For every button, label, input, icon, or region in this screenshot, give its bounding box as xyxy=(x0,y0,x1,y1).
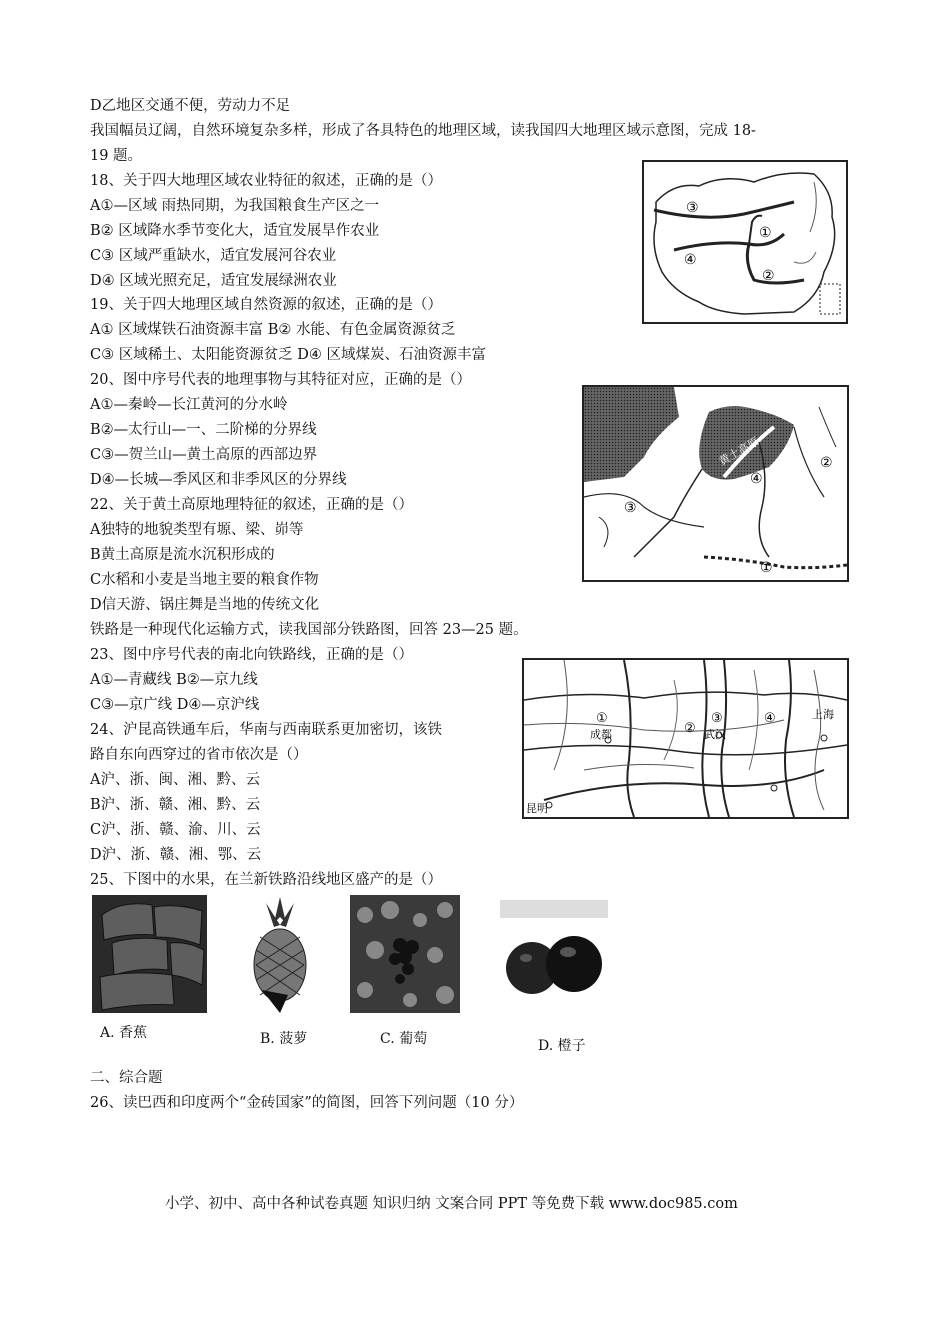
question-20: 20、图中序号代表的地理事物与其特征对应，正确的是（） xyxy=(90,372,471,388)
option-18b: B② 区域降水季节变化大，适宜发展旱作农业 xyxy=(90,223,380,239)
loess-plateau-map xyxy=(582,385,849,582)
railway-label: ④ xyxy=(764,711,776,726)
landmark-label: ④ xyxy=(750,471,763,487)
option-22c: C水稻和小麦是当地主要的粮食作物 xyxy=(90,572,319,588)
rail-intro: 铁路是一种现代化运输方式，读我国部分铁路图，回答 23—25 题。 xyxy=(90,622,528,638)
city-label: 昆明 xyxy=(526,802,548,815)
option-24b: B沪、浙、赣、湘、黔、云 xyxy=(90,797,261,813)
region-label: ② xyxy=(762,268,775,284)
grape-image xyxy=(350,895,460,1013)
page-footer: 小学、初中、高中各种试卷真题 知识归纳 文案合同 PPT 等免费下载 www.doc985.com xyxy=(165,1196,738,1212)
option-20d: D④—长城—季风区和非季风区的分界线 xyxy=(90,472,347,488)
question-26: 26、读巴西和印度两个“金砖国家”的简图，回答下列问题（10 分） xyxy=(90,1095,524,1111)
landmark-label: ① xyxy=(760,560,773,576)
railway-label: ② xyxy=(684,721,696,736)
option-24d: D沪、浙、赣、湘、鄂、云 xyxy=(90,847,262,863)
option-20a: A①—秦岭—长江黄河的分水岭 xyxy=(90,397,288,413)
fruit-label-a: A. 香蕉 xyxy=(100,1025,148,1041)
options-23ab: A①—青藏线 B②—京九线 xyxy=(90,672,258,688)
intro-text: 我国幅员辽阔，自然环境复杂多样，形成了各具特色的地理区域，读我国四大地理区域示意图，完成 18- xyxy=(90,123,756,139)
options-19cd: C③ 区域稀土、太阳能资源贫乏 D④ 区域煤炭、石油资源丰富 xyxy=(90,347,487,363)
landmark-label: ② xyxy=(820,455,833,471)
option-24a: A沪、浙、闽、湘、黔、云 xyxy=(90,772,260,788)
options-19ab: A① 区域煤铁石油资源丰富 B② 水能、有色金属资源贫乏 xyxy=(90,322,456,338)
railway-map xyxy=(522,658,849,819)
pineapple-image xyxy=(240,895,320,1013)
region-label: ① xyxy=(759,225,772,241)
option-20b: B②—太行山—一、二阶梯的分界线 xyxy=(90,422,317,438)
question-23: 23、图中序号代表的南北向铁路线，正确的是（） xyxy=(90,647,413,663)
railway-label: ③ xyxy=(711,711,723,726)
orange-image xyxy=(500,900,608,1012)
banana-image xyxy=(92,895,207,1013)
region-label: ④ xyxy=(684,252,697,268)
fruit-label-b: B. 菠萝 xyxy=(260,1031,308,1047)
question-19: 19、关于四大地理区域自然资源的叙述，正确的是（） xyxy=(90,297,442,313)
region-label: ③ xyxy=(686,200,699,216)
option-20c: C③—贺兰山—黄土高原的西部边界 xyxy=(90,447,318,463)
options-23cd: C③—京广线 D④—京沪线 xyxy=(90,697,260,713)
option-22d: D信天游、锅庄舞是当地的传统文化 xyxy=(90,597,320,613)
intro-text-cont: 19 题。 xyxy=(90,148,143,164)
option-18d: D④ 区域光照充足，适宜发展绿洲农业 xyxy=(90,273,337,289)
option-24c: C沪、浙、赣、渝、川、云 xyxy=(90,822,261,838)
option-18a: A①—区域 雨热同期，为我国粮食生产区之一 xyxy=(90,198,380,214)
option-18c: C③ 区域严重缺水，适宜发展河谷农业 xyxy=(90,248,337,264)
option-22a: A独特的地貌类型有塬、梁、峁等 xyxy=(90,522,304,538)
question-18: 18、关于四大地理区域农业特征的叙述，正确的是（） xyxy=(90,173,442,189)
section-2-title: 二、综合题 xyxy=(90,1070,163,1086)
city-label: 成都 xyxy=(590,728,612,741)
fruit-label-c: C. 葡萄 xyxy=(380,1031,428,1047)
city-label: 武汉 xyxy=(704,728,726,741)
loess-plateau-label: 黄土高原 xyxy=(716,435,762,469)
china-regions-map xyxy=(642,160,848,324)
text-line: D乙地区交通不便，劳动力不足 xyxy=(90,98,291,114)
city-label: 上海 xyxy=(812,708,834,721)
question-24: 24、沪昆高铁通车后，华南与西南联系更加密切，该铁 xyxy=(90,722,442,738)
option-22b: B黄土高原是流水沉积形成的 xyxy=(90,547,275,563)
question-25: 25、下图中的水果，在兰新铁路沿线地区盛产的是（） xyxy=(90,872,442,888)
railway-label: ① xyxy=(596,711,608,726)
landmark-label: ③ xyxy=(624,500,637,516)
fruit-label-d: D. 橙子 xyxy=(538,1038,586,1054)
question-22: 22、关于黄土高原地理特征的叙述，正确的是（） xyxy=(90,497,413,513)
question-24-cont: 路自东向西穿过的省市依次是（） xyxy=(90,747,308,763)
